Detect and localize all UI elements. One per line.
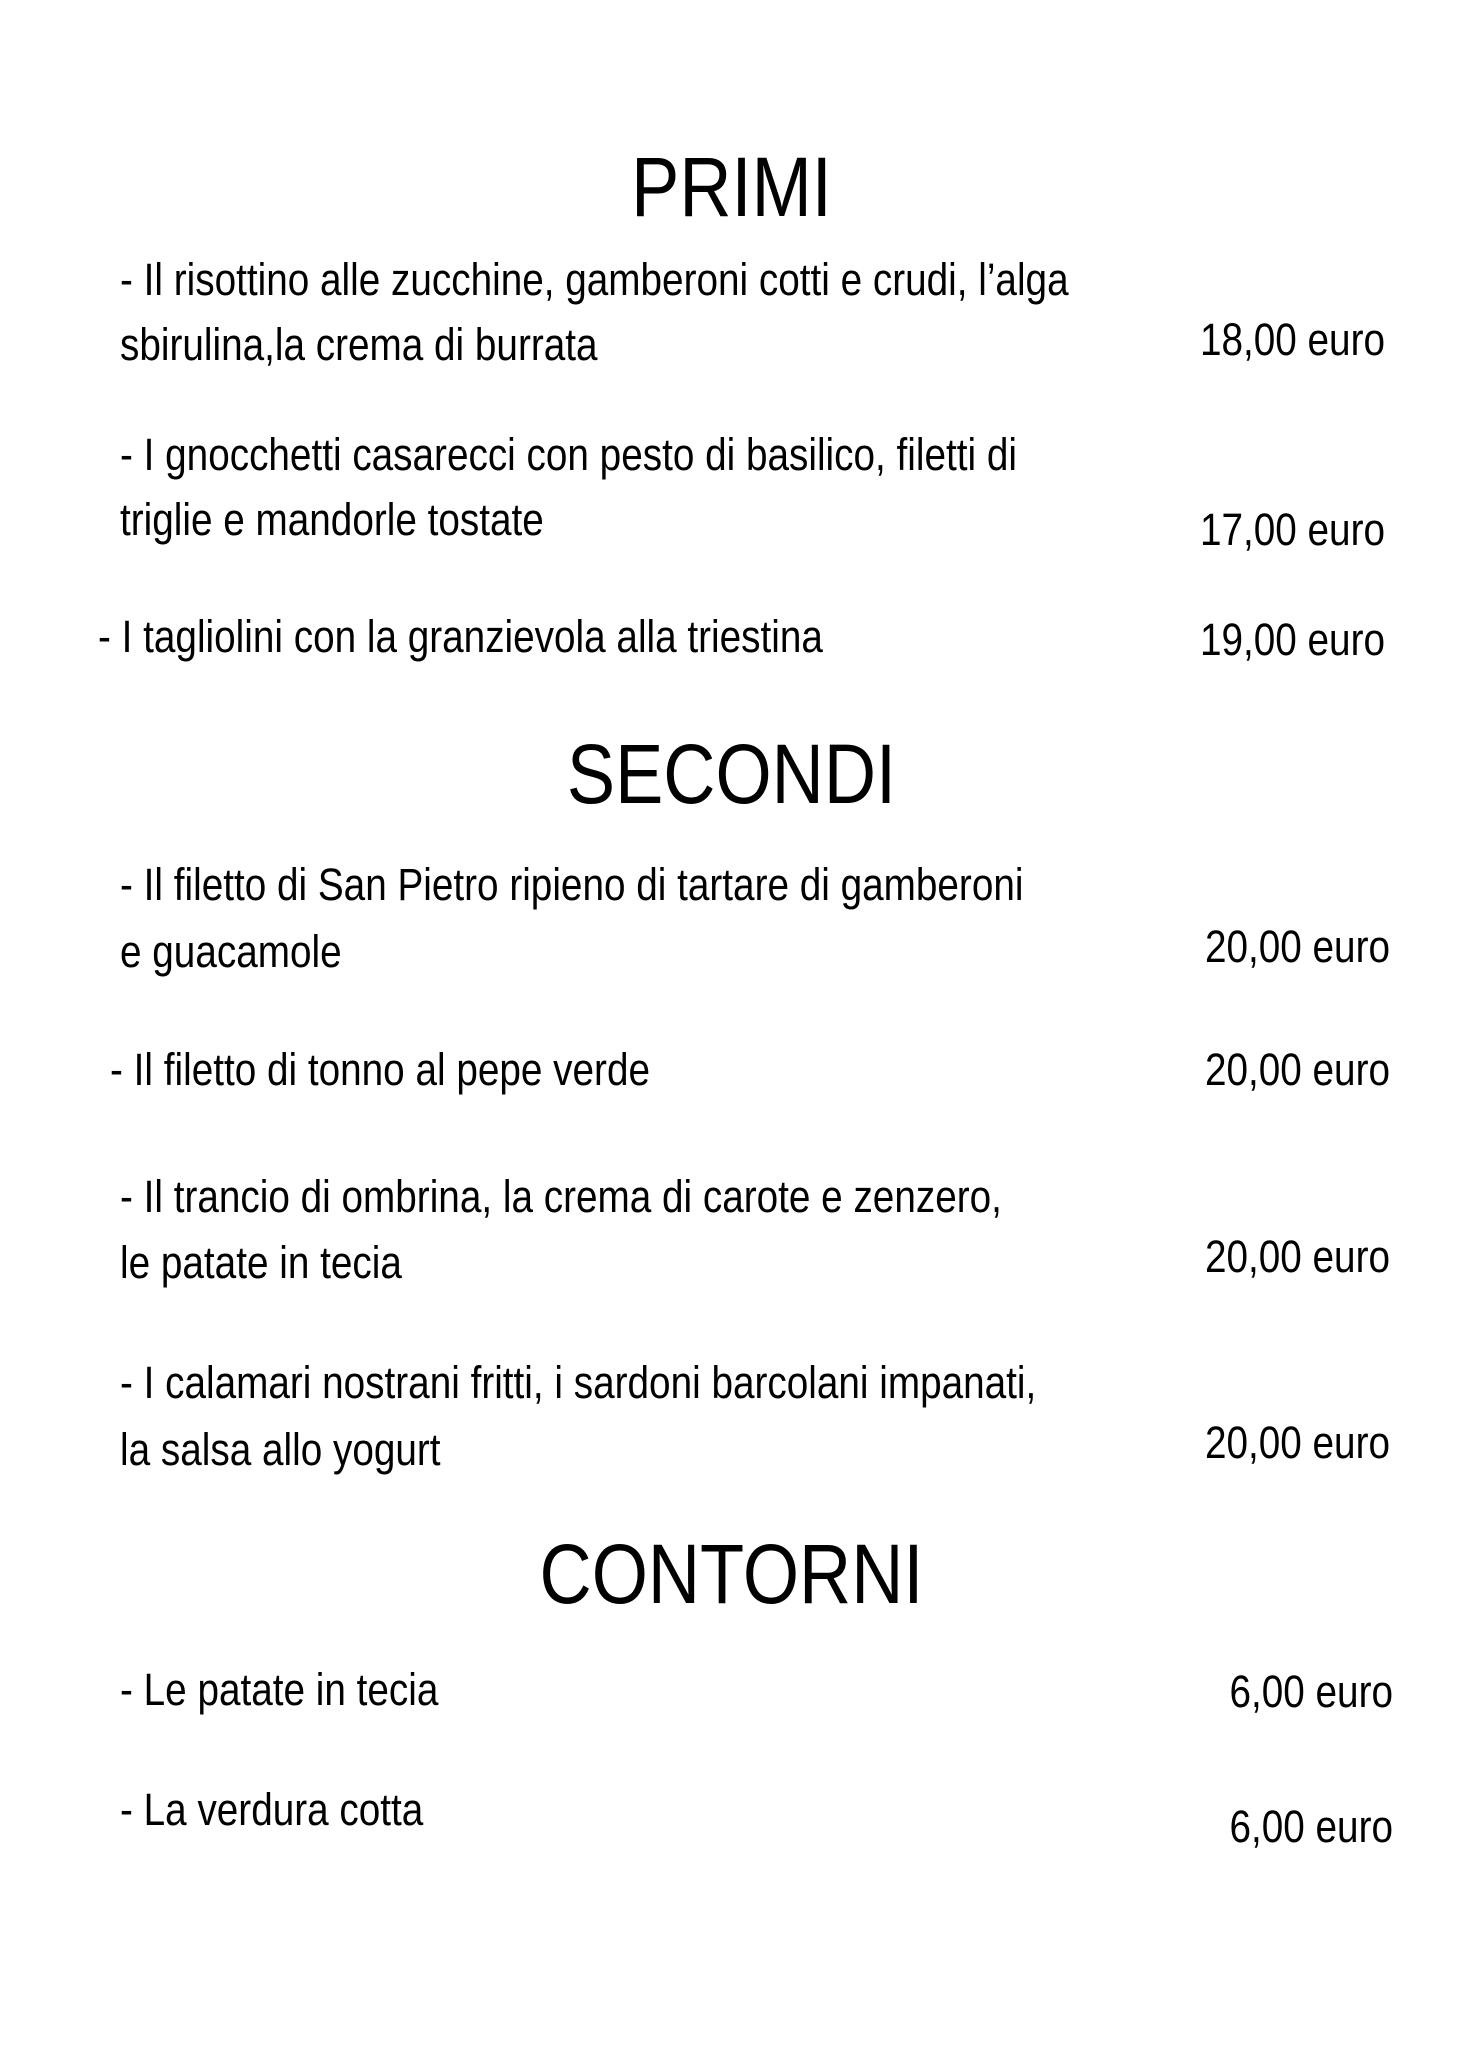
item-line: - I tagliolini con la granzievola alla triestina (98, 611, 823, 662)
item-line: - La verdura cotta (120, 1784, 424, 1835)
item-line: la salsa allo yogurt (120, 1424, 441, 1475)
item-price: 20,00 euro (1204, 921, 1390, 972)
item-price: 17,00 euro (1199, 504, 1385, 555)
section-title-contorni: CONTORNI (539, 1527, 924, 1621)
item-line: sbirulina,la crema di burrata (120, 319, 598, 370)
item-line: - Le patate in tecia (120, 1664, 439, 1715)
item-price: 20,00 euro (1204, 1044, 1390, 1095)
item-line: - Il filetto di tonno al pepe verde (110, 1044, 650, 1095)
item-price: 18,00 euro (1199, 314, 1385, 365)
item-line: - I gnocchetti casarecci con pesto di basilico, filetti di (120, 429, 1017, 480)
item-line: - I calamari nostrani fritti, i sardoni barcolani impanati, (120, 1357, 1037, 1408)
item-price: 6,00 euro (1229, 1666, 1393, 1717)
section-title-secondi: SECONDI (566, 727, 897, 821)
item-price: 20,00 euro (1204, 1231, 1390, 1282)
item-price: 6,00 euro (1229, 1801, 1393, 1852)
item-price: 19,00 euro (1199, 614, 1385, 665)
item-line: le patate in tecia (120, 1237, 402, 1288)
item-line: - Il trancio di ombrina, la crema di carote e zenzero, (120, 1171, 1002, 1222)
item-line: e guacamole (120, 926, 342, 977)
item-line: triglie e mandorle tostate (120, 494, 544, 545)
item-line: - Il risottino alle zucchine, gamberoni cotti e crudi, l’alga (120, 254, 1069, 305)
item-line: - Il filetto di San Pietro ripieno di tartare di gamberoni (120, 859, 1024, 910)
item-price: 20,00 euro (1204, 1417, 1390, 1468)
section-title-primi: PRIMI (631, 140, 832, 234)
